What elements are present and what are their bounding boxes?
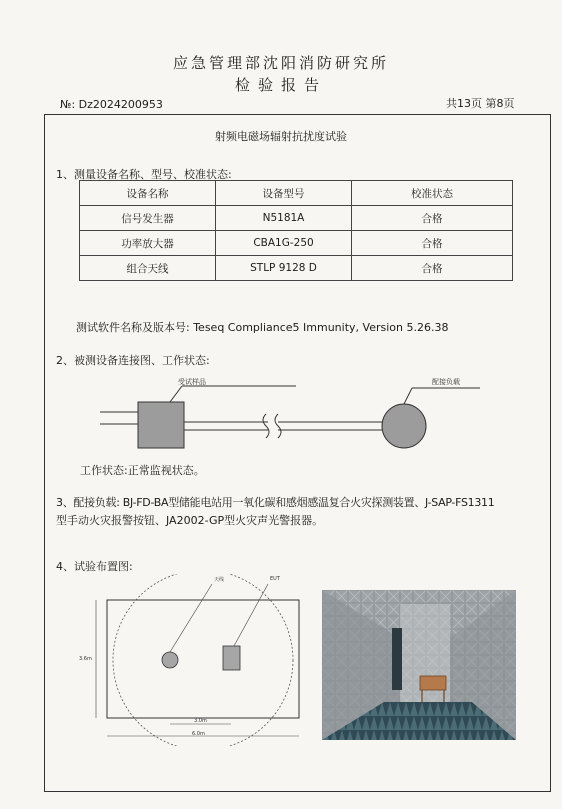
equipment-table	[79, 180, 513, 281]
col-header: 校准状态	[352, 181, 513, 206]
working-status: 工作状态:正常监视状态。	[80, 464, 205, 477]
eut-label: 受试样品	[178, 378, 206, 386]
equipment-name: 功率放大器	[80, 231, 216, 256]
load-leader-line	[404, 388, 412, 404]
eut-symbol	[223, 646, 240, 670]
col-header: 设备型号	[216, 181, 352, 206]
antenna-label: 天线	[214, 577, 225, 583]
equipment-name: 组合天线	[80, 256, 216, 281]
section1-heading: 1、测量设备名称、型号、校准状态:	[56, 168, 232, 181]
organization-name: 应急管理部沈阳消防研究所	[172, 54, 389, 72]
document-title: 检验报告	[234, 76, 327, 94]
load-label: 配接负载	[432, 378, 460, 386]
eut-leader	[234, 584, 268, 646]
test-layout-diagram	[74, 574, 310, 746]
equipment-model: N5181A	[216, 206, 352, 231]
equipment-name: 信号发生器	[80, 206, 216, 231]
dimension-label-vertical: 3.6m	[79, 656, 92, 662]
table-header-row	[80, 181, 513, 206]
load-description-line1: 3、配接负载: BJ-FD-BA型储能电站用一氧化碳和感烟感温复合火灾探测装置、J-SAP-FS1311	[56, 496, 495, 509]
eut-leader-tick	[170, 386, 182, 402]
calibration-status: 合格	[352, 231, 513, 256]
calibration-status: 合格	[352, 256, 513, 281]
chamber-photo	[322, 590, 516, 740]
equipment-model: STLP 9128 D	[216, 256, 352, 281]
calibration-status: 合格	[352, 206, 513, 231]
layout-eut-label: EUT	[270, 576, 280, 582]
table-row	[80, 231, 513, 256]
col-header: 设备名称	[80, 181, 216, 206]
section4-heading: 4、试验布置图:	[56, 560, 133, 573]
chamber-photo-drawing	[322, 590, 516, 740]
chamber-outline	[107, 600, 299, 718]
section2-heading: 2、被测设备连接图、工作状态:	[56, 354, 210, 367]
antenna-symbol	[162, 652, 178, 668]
page-count: 共13页 第8页	[446, 97, 515, 110]
table-row	[80, 256, 513, 281]
cable-break-left	[263, 414, 269, 438]
cable-break-right	[275, 414, 281, 438]
report-number: №: Dz2024200953	[60, 98, 163, 111]
load-circle	[382, 404, 426, 448]
eut-box	[138, 402, 184, 448]
table-row	[80, 206, 513, 231]
antenna-leader	[170, 584, 212, 652]
load-description-line2: 型手动火灾报警按钮、JA2002-GP型火灾声光警报器。	[56, 514, 324, 527]
dimension-label-short: 3.0m	[194, 718, 207, 724]
dimension-label-long: 6.0m	[192, 731, 205, 737]
software-version: 测试软件名称及版本号: Teseq Compliance5 Immunity, Version 5.26.38	[76, 321, 449, 334]
test-title: 射频电磁场辐射抗扰度试验	[215, 130, 347, 143]
equipment-model: CBA1G-250	[216, 231, 352, 256]
